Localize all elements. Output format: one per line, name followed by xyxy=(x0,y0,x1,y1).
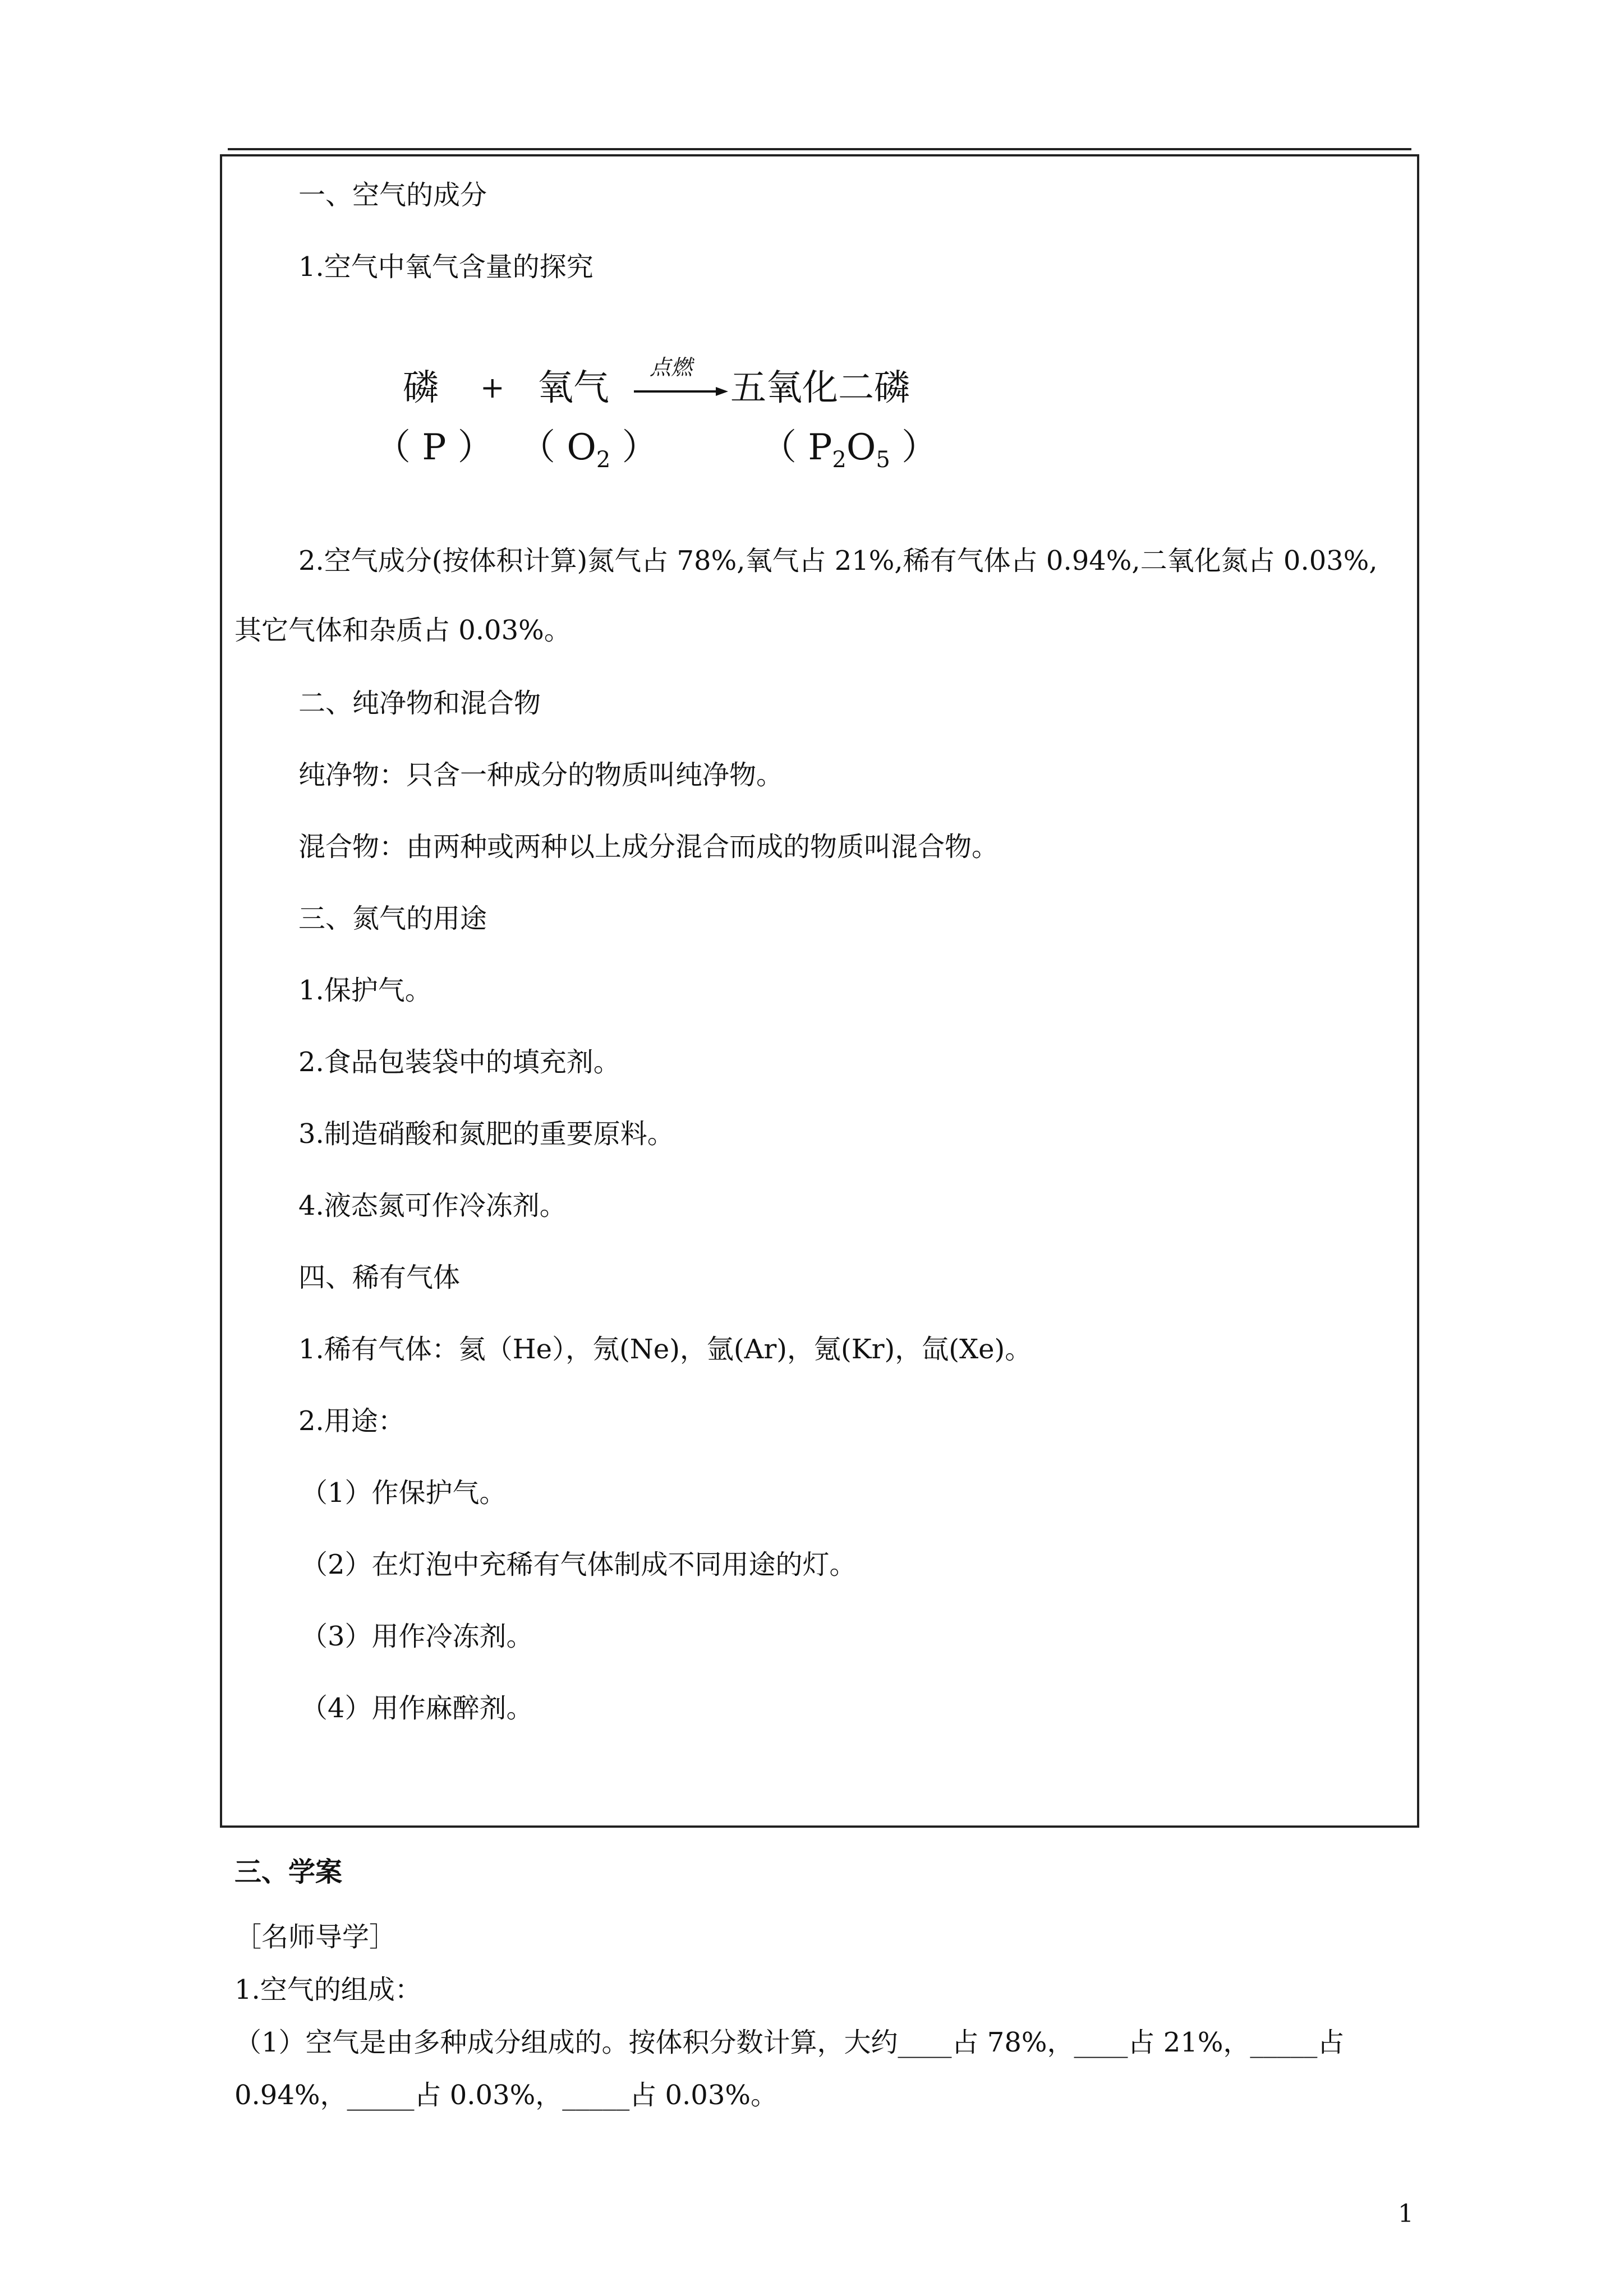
reaction-condition: 点燃 xyxy=(650,355,693,380)
definition-mixture: 混合物：由两种或两种以上成分混合而成的物质叫混合物。 xyxy=(298,831,999,863)
top-rule xyxy=(228,148,1411,150)
noble-gases-uses-label: 2.用途： xyxy=(298,1405,405,1437)
plus-sign: + xyxy=(480,371,505,405)
section-title-air-composition: 一、空气的成分 xyxy=(298,179,487,211)
definition-pure-substance: 纯净物：只含一种成分的物质叫纯净物。 xyxy=(298,759,784,791)
nitrogen-use-3: 3.制造硝酸和氮肥的重要原料。 xyxy=(298,1118,674,1150)
question-text-line1: （1）空气是由多种成分组成的。按体积分数计算，大约____占 78%，____占 21%，_____占 xyxy=(234,2027,1345,2058)
item-air-composition-line2: 其它气体和杂质占 0.03%。 xyxy=(234,615,571,646)
noble-gas-use-2: （2）在灯泡中充稀有气体制成不同用途的灯。 xyxy=(301,1549,857,1580)
reactant-phosphorus: 磷 xyxy=(403,367,439,409)
product-phosphorus-pentoxide: 五氧化二磷 xyxy=(730,367,910,409)
noble-gas-use-3: （3）用作冷冻剂。 xyxy=(301,1621,533,1652)
item-oxygen-content: 1.空气中氧气含量的探究 xyxy=(298,251,594,283)
formula-p2o5: （ $P_2O_5$ ） xyxy=(761,427,938,473)
nitrogen-use-1: 1.保护气。 xyxy=(298,975,432,1006)
formula-p: （ P ） xyxy=(375,427,494,468)
noble-gas-use-1: （1）作保护气。 xyxy=(301,1477,507,1509)
guide-label: ［名师导学］ xyxy=(234,1921,397,1953)
item-air-composition-line1: 2.空气成分(按体积计算)氮气占 78%,氧气占 21%,稀有气体占 0.94%,二氧化氮占 0.03%, xyxy=(298,545,1378,577)
question-air-composition: 1.空气的组成： xyxy=(234,1974,422,2005)
noble-gas-use-4: （4）用作麻醉剂。 xyxy=(301,1693,533,1724)
question-text-line2: 0.94%，_____占 0.03%，_____占 0.03%。 xyxy=(234,2080,778,2111)
reactant-oxygen: 氧气 xyxy=(537,367,609,409)
page-number: 1 xyxy=(1398,2200,1414,2228)
noble-gases-list: 1.稀有气体：氦（He），氖(Ne)，氩(Ar)，氪(Kr)，氙(Xe)。 xyxy=(298,1334,1032,1365)
formula-o2: （ $O_2$ ） xyxy=(519,427,658,473)
section-title-noble-gases: 四、稀有气体 xyxy=(298,1262,461,1293)
reaction-arrow-icon xyxy=(634,386,728,397)
nitrogen-use-4: 4.液态氮可作冷冻剂。 xyxy=(298,1190,567,1221)
nitrogen-use-2: 2.食品包装袋中的填充剂。 xyxy=(298,1046,620,1078)
section-title-pure-mixture: 二、纯净物和混合物 xyxy=(298,688,541,719)
section-title-nitrogen-uses: 三、氮气的用途 xyxy=(298,903,487,934)
section-heading-study-plan: 三、学案 xyxy=(234,1856,343,1888)
